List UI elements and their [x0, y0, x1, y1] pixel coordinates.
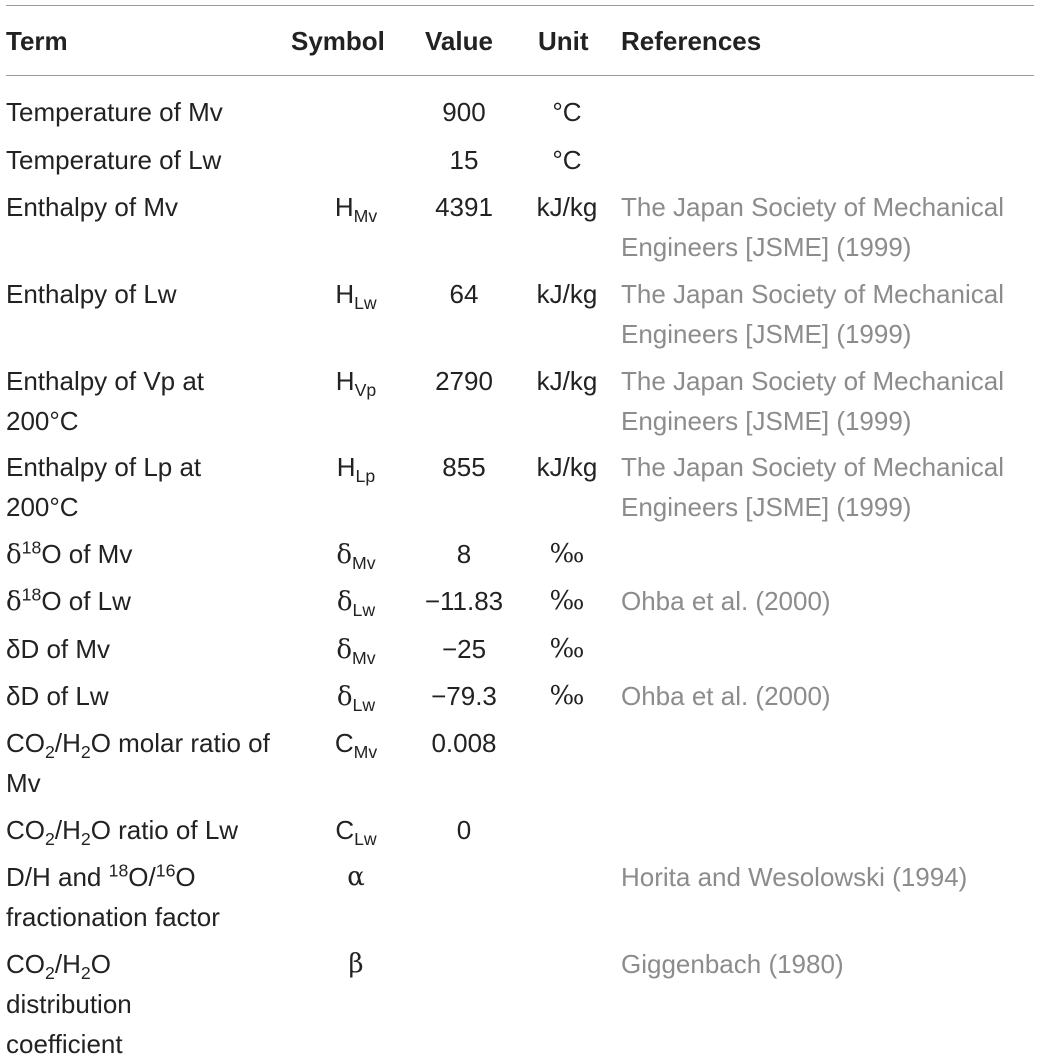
unit-cell: kJ/kg	[536, 192, 598, 222]
symbol-cell: $H_{Lw}$	[335, 279, 377, 314]
unit-cell: ‰	[549, 681, 585, 711]
reference-cell: The Japan Society of Mechanical Engineers [JSME] (1999)	[621, 366, 1004, 436]
unit-cell: kJ/kg	[536, 452, 598, 482]
term-cell: D/H and $^{18}$O/$^{16}$O fractionation factor	[6, 860, 220, 932]
term-cell: $\delta^{18}O$ of Mv	[6, 537, 133, 570]
value-cell: 855	[442, 452, 486, 482]
symbol-cell: α	[347, 862, 365, 892]
header-value: Value	[425, 26, 493, 56]
unit-cell: °C	[552, 97, 582, 127]
symbol-cell: $\delta_{Mv}$	[336, 540, 376, 574]
header-references: References	[621, 26, 762, 56]
value-cell: 0	[456, 815, 472, 845]
value-cell: 15	[449, 145, 479, 175]
unit-cell: ‰	[549, 539, 585, 569]
term-cell: $CO_2/H_2O$ ratio of Lw	[6, 815, 239, 850]
symbol-cell: $H_{Lp}$	[336, 452, 376, 487]
reference-cell: Giggenbach (1980)	[621, 949, 844, 979]
term-cell: $\delta^{18}O$ of Lw	[6, 584, 131, 617]
header-unit: Unit	[538, 26, 589, 56]
symbol-cell: $\delta_{Mv}$	[336, 635, 376, 669]
unit-cell: ‰	[549, 634, 585, 664]
header-symbol: Symbol	[291, 26, 385, 56]
term-cell: Temperature of Lw	[6, 145, 222, 175]
symbol-cell: $\delta_{Lw}$	[336, 587, 376, 621]
reference-cell: Horita and Wesolowski (1994)	[621, 862, 968, 892]
reference-cell: The Japan Society of Mechanical Engineers [JSME] (1999)	[621, 192, 1004, 262]
term-cell: $CO_2/H_2O$ molar ratio of Mv	[6, 728, 270, 798]
value-cell: −25	[441, 634, 487, 664]
value-cell: 900	[442, 97, 486, 127]
value-cell: 4391	[435, 192, 493, 222]
symbol-cell: $H_{Vp}$	[335, 366, 377, 401]
term-cell: Temperature of Mv	[6, 97, 223, 127]
term-cell: Enthalpy of Lp at 200°C	[6, 452, 202, 522]
value-cell: 8	[456, 539, 472, 569]
term-cell: Enthalpy of Lw	[6, 279, 177, 309]
term-cell: $CO_2/H_2O$ distribution coefficient	[6, 949, 132, 1059]
reference-cell: Ohba et al. (2000)	[621, 681, 831, 711]
value-cell: 64	[449, 279, 479, 309]
term-cell: Enthalpy of Mv	[6, 192, 178, 222]
term-cell: Enthalpy of Vp at 200°C	[6, 366, 205, 436]
symbol-cell: $C_{Lw}$	[335, 815, 377, 850]
value-cell: −11.83	[424, 586, 504, 616]
symbol-cell: $H_{Mv}$	[334, 192, 378, 227]
reference-cell: The Japan Society of Mechanical Engineers [JSME] (1999)	[621, 452, 1004, 522]
symbol-cell: β	[348, 949, 364, 979]
unit-cell: °C	[552, 145, 582, 175]
term-cell: δD of Lw	[6, 681, 109, 711]
symbol-cell: $C_{Mv}$	[334, 728, 378, 763]
term-cell: δD of Mv	[6, 634, 111, 664]
unit-cell: kJ/kg	[536, 366, 598, 396]
symbol-cell: $\delta_{Lw}$	[336, 682, 376, 716]
header-term: Term	[6, 26, 68, 56]
unit-cell: ‰	[549, 586, 585, 616]
value-cell: −79.3	[431, 681, 497, 711]
header-rule	[6, 75, 1034, 76]
reference-cell: The Japan Society of Mechanical Engineers [JSME] (1999)	[621, 279, 1004, 349]
value-cell: 0.008	[431, 728, 497, 758]
unit-cell: kJ/kg	[536, 279, 598, 309]
reference-cell: Ohba et al. (2000)	[621, 586, 831, 616]
top-rule	[6, 5, 1034, 6]
value-cell: 2790	[435, 366, 493, 396]
